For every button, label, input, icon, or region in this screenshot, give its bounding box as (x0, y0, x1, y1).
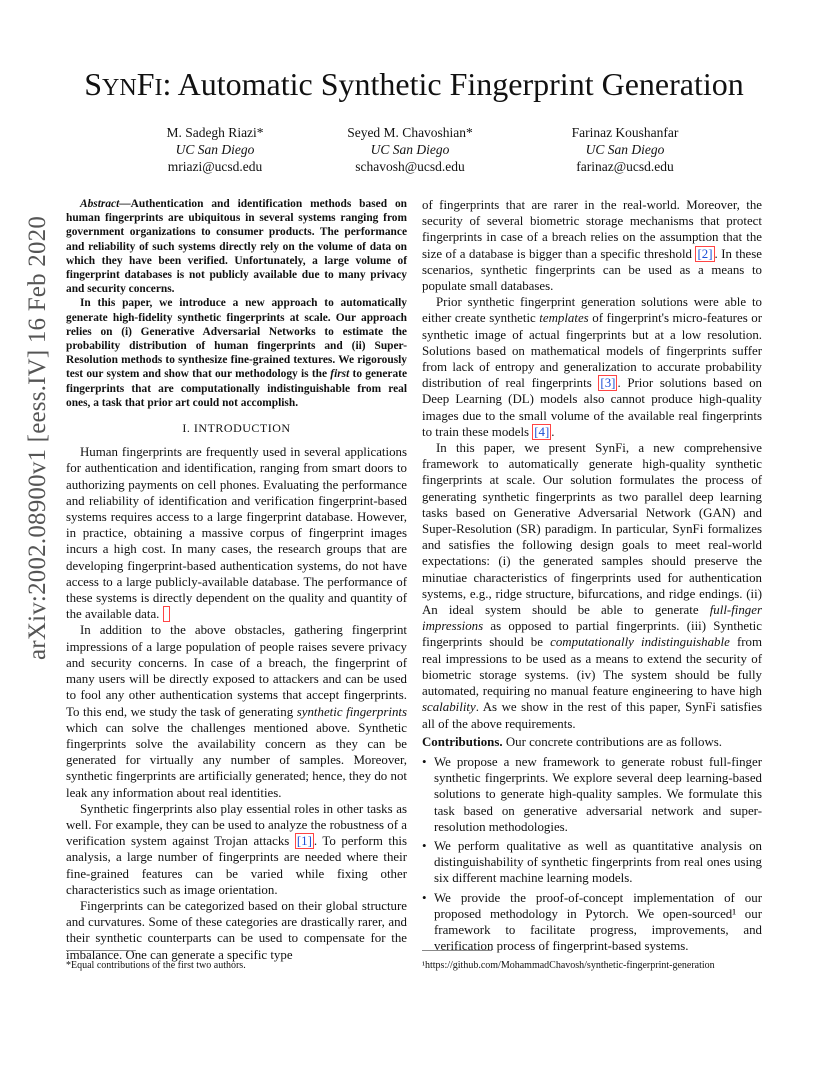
author-2: Seyed M. Chavoshian* UC San Diego schavosh@ucsd.edu (347, 125, 473, 174)
contributions-list (422, 754, 762, 954)
citation-link[interactable] (163, 606, 170, 622)
citation-2[interactable]: [2] (697, 246, 713, 261)
intro-paragraph-2: In addition to the above obstacles, gathering fingerprint impressions of a large population of people raises severe privacy and security concerns. In case of a breach, the fingerprint of many users will be directly exposed to attackers and can be used to fool any other authentication systems that accept fingerprints. To this end, we study the task of generating synthetic fingerprints which can solve the challenges mentioned above. Synthetic fingerprints solve the availability concern as they can be generated for virtually any number of samples. Moreover, synthetic fingerprints are artificially generated; hence, they do not leak any information about real identities. (66, 623, 408, 800)
footnote-rule-left (66, 950, 136, 951)
bullet-icon: • (422, 838, 427, 853)
list-item: • We provide the proof-of-concept implementation of our proposed methodology in Pytorch. We open-sourced¹ our framework to facilitate progress, improvements, and verification process of fingerprint-based systems. (422, 890, 762, 954)
bullet-icon: • (422, 890, 427, 905)
contributions-heading: Contributions. Our concrete contributions are as follows. (422, 734, 723, 749)
section-heading-introduction: I. INTRODUCTION (182, 421, 291, 436)
footnote-rule-right (422, 950, 492, 951)
intro-paragraph-1: Human fingerprints are frequently used in several applications for authentication and identification, ranging from smart doors to authorizing payments on cell phones. Evaluating the performance and reliability of identification and verification fingerprint-based systems requires access to a large fingerprint database. However, in practice, obtaining a massive corpus of fingerprint images incurs a high cost. In many cases, the research groups that are developing fingerprint-based authentication systems, do not have access to a large publicly-available database. The performance of these systems is directly dependent on the quality and quantity of the available data. (66, 445, 407, 622)
intro-paragraph-4: Fingerprints can be categorized based on their global structure and curvatures. Some of these categories are drastically rarer, and their synthetic counterparts can be used to compensate for the imbalance. One can generate a specific type (66, 898, 407, 962)
author-1: M. Sadegh Riazi* UC San Diego mriazi@ucsd.edu (166, 125, 264, 174)
citation-3[interactable]: [3] (600, 376, 616, 391)
author-3: Farinaz Koushanfar UC San Diego farinaz@ucsd.edu (571, 125, 679, 174)
intro-paragraph-3: Synthetic fingerprints also play essential roles in other tasks as well. For example, they can be used to analyze the robustness of a verification system against Trojan attacks [1] . To perform this analysis, a large number of fingerprints are needed where their fine-grained features can be varied while fixing other characteristics such as image orientation. (66, 801, 408, 897)
citation-4[interactable]: [4] (534, 424, 550, 439)
footnote-github-url[interactable]: ¹https://github.com/MohammadChavosh/synthetic-fingerprint-generation (422, 960, 715, 971)
footnote-equal-contribution: *Equal contributions of the first two authors. (66, 960, 246, 971)
right-paragraph-2: Prior synthetic fingerprint generation solutions were able to either create synthetic templates of fingerprint's micro-features or synthetic image of actual fingerprints but at a low resolution. Solutions based on mathematical models of fingerprints suffer from lack of entropy and generalization to accurate probability distribution of real fingerprints [3] . Prior solutions based on Deep Learning (DL) models also cannot produce high-quality images due to the small volume of the available real fingerprints to train these models [4] . (422, 295, 762, 439)
list-item: • We perform qualitative as well as quantitative analysis on distinguishability of synthetic fingerprints from real ones using six different machine learning models. (422, 838, 762, 886)
right-column (422, 197, 762, 957)
arxiv-stamp: arXiv:2002.08900v1 [eess.IV] 16 Feb 2020 (24, 215, 51, 660)
bullet-icon: • (422, 754, 427, 769)
left-column (66, 197, 407, 963)
right-paragraph-3: In this paper, we present SynFi, a new comprehensive framework to automatically generate high-quality synthetic fingerprints at scale. Our solution formulates the process of generating synthetic fingerprints as two parallel deep learning tasks based on Generative Adversarial Network (GAN) and Super-Resolution (SR) paradigm. In particular, SynFi formalizes and satisfies the following design goals to meet real-world expectations: (i) the generated samples should preserve the minutiae characteristics of fingerprints used for authentication systems, e.g., ridge structure, bifurcations, and ridge endings. (ii) An ideal system should be able to generate full-finger impressions as opposed to partial fingerprints. (iii) Synthetic fingerprints should be computationally indistinguishable from real impressions to be used as a means to extend the security of biometric storage systems. (iv) The system should be fully automated, requiring no manual feature engineering to have high scalability. As we show in the rest of this paper, SynFi satisfies all of the above requirements. (422, 441, 763, 731)
list-item: • We propose a new framework to generate robust full-finger synthetic fingerprints. We explore several deep learning-based solutions to generate high-quality samples. We formulate this task based on generative adversarial network and super-resolution methodologies. (422, 754, 762, 834)
abstract: Abstract—Authentication and identification methods based on human fingerprints are ubiquitous in several systems ranging from government organizations to consumer products. The performance and reliability of such systems directly rely on the volume of data on which they have been verified. Unfortunately, a large volume of fingerprint databases is not publicly available due to many privacy and security concerns. In this paper, we introduce a new approach to automatically generate high-fidelity synthetic fingerprints at scale. Our approach relies on (i) Generative Adversarial Networks to estimate the probability distribution of human fingerprints and (ii) Super-Resolution methods to synthesize fine-grained textures. We rigorously test our system and show that our methodology is the first to generate fingerprints that are computationally indistinguishable from real ones, a task that prior art could not accomplish. (66, 198, 407, 409)
citation-1[interactable]: [1] (296, 834, 312, 849)
paper-title: SYNFI: Automatic Synthetic Fingerprint Generation (84, 66, 744, 102)
abstract-label: Abstract (80, 198, 120, 210)
right-paragraph-1: of fingerprints that are rarer in the real-world. Moreover, the security of several biometric storage mechanisms that protect fingerprints in case of a breach relies on the assumption that the size of a database is bigger than a specific threshold [2] . In these scenarios, synthetic fingerprints can be used as a means to populate small databases. (422, 198, 762, 294)
